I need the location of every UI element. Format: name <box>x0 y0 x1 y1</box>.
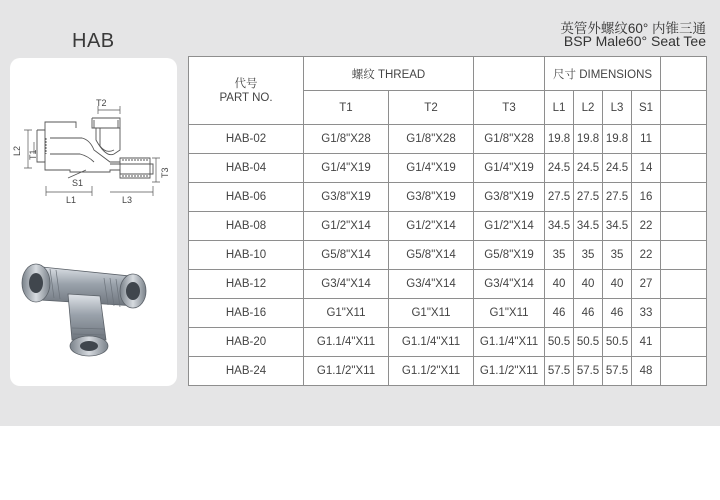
cell-t2: G3/8"X19 <box>389 183 474 212</box>
cell-t1: G5/8"X14 <box>304 241 389 270</box>
cell-t1: G1/8"X28 <box>304 125 389 154</box>
dim-label-s1: S1 <box>72 178 84 188</box>
cell-l3: 50.5 <box>603 328 632 357</box>
cell-l2: 46 <box>574 299 603 328</box>
cell-l1: 50.5 <box>545 328 574 357</box>
table-row <box>189 154 707 183</box>
cell-t1: G1/4"X19 <box>304 154 389 183</box>
col-header-blank <box>661 91 707 125</box>
cell-t1: G1"X11 <box>304 299 389 328</box>
cell-t3: G1.1/2"X11 <box>474 357 545 386</box>
col-header-t1: T1 <box>304 91 389 125</box>
cell-t3: G5/8"X19 <box>474 241 545 270</box>
cell-s1: 27 <box>632 270 661 299</box>
col-header-l3: L3 <box>603 91 632 125</box>
cell-blank <box>661 357 707 386</box>
cell-t3: G1/4"X19 <box>474 154 545 183</box>
cell-l1: 24.5 <box>545 154 574 183</box>
cell-l3: 19.8 <box>603 125 632 154</box>
technical-drawing <box>10 58 177 230</box>
cell-part: HAB-12 <box>189 270 304 299</box>
cell-t2: G1/8"X28 <box>389 125 474 154</box>
cell-blank <box>661 241 707 270</box>
col-header-s1: S1 <box>632 91 661 125</box>
dim-label-t2: T2 <box>96 98 107 108</box>
cell-l2: 27.5 <box>574 183 603 212</box>
cell-t1: G1.1/2"X11 <box>304 357 389 386</box>
cell-l1: 27.5 <box>545 183 574 212</box>
col-header-l2: L2 <box>574 91 603 125</box>
cell-blank <box>661 154 707 183</box>
cell-t1: G3/8"X19 <box>304 183 389 212</box>
table-row <box>189 212 707 241</box>
cell-part: HAB-24 <box>189 357 304 386</box>
cell-l1: 35 <box>545 241 574 270</box>
table-row <box>189 299 707 328</box>
table-body <box>189 125 707 386</box>
table-row <box>189 357 707 386</box>
cell-t3: G3/4"X14 <box>474 270 545 299</box>
cell-blank <box>661 328 707 357</box>
dimensions-header: 尺寸 DIMENSIONS <box>545 57 661 91</box>
cell-t3: G1"X11 <box>474 299 545 328</box>
thread-header: 螺纹 THREAD <box>304 57 474 91</box>
dim-label-t3: T3 <box>160 167 170 178</box>
part-no-header <box>189 57 304 125</box>
cell-l2: 50.5 <box>574 328 603 357</box>
cell-t3: G1/2"X14 <box>474 212 545 241</box>
product-image-card <box>10 58 177 386</box>
cell-s1: 22 <box>632 241 661 270</box>
cell-l3: 40 <box>603 270 632 299</box>
table-row <box>189 270 707 299</box>
part-no-header-cn: 代号 <box>234 77 258 90</box>
product-code: HAB <box>72 30 115 52</box>
cell-s1: 41 <box>632 328 661 357</box>
cell-t2: G1"X11 <box>389 299 474 328</box>
cell-part: HAB-04 <box>189 154 304 183</box>
cell-s1: 11 <box>632 125 661 154</box>
table-row <box>189 125 707 154</box>
cell-t3: G1.1/4"X11 <box>474 328 545 357</box>
cell-s1: 14 <box>632 154 661 183</box>
cell-l3: 24.5 <box>603 154 632 183</box>
cell-l3: 57.5 <box>603 357 632 386</box>
cell-s1: 22 <box>632 212 661 241</box>
dim-label-l1: L1 <box>66 195 77 205</box>
cell-part: HAB-20 <box>189 328 304 357</box>
cell-part: HAB-08 <box>189 212 304 241</box>
dim-label-l3: L3 <box>122 195 133 205</box>
cell-part: HAB-16 <box>189 299 304 328</box>
cell-t2: G5/8"X14 <box>389 241 474 270</box>
cell-t1: G1.1/4"X11 <box>304 328 389 357</box>
cell-t3: G1/8"X28 <box>474 125 545 154</box>
col-header-l1: L1 <box>545 91 574 125</box>
table-row <box>189 183 707 212</box>
thread-header-spacer <box>474 57 545 91</box>
cell-part: HAB-02 <box>189 125 304 154</box>
cell-blank <box>661 125 707 154</box>
cell-blank <box>661 270 707 299</box>
cell-part: HAB-06 <box>189 183 304 212</box>
title-english: BSP Male60° Seat Tee <box>563 33 706 49</box>
cell-l1: 34.5 <box>545 212 574 241</box>
cell-l1: 57.5 <box>545 357 574 386</box>
dim-label-l2: L2 <box>12 145 22 156</box>
table-row <box>189 328 707 357</box>
cell-s1: 33 <box>632 299 661 328</box>
cell-l3: 46 <box>603 299 632 328</box>
cell-l1: 40 <box>545 270 574 299</box>
title-chinese: 英管外螺纹60° 内锥三通 <box>560 21 706 36</box>
cell-l2: 57.5 <box>574 357 603 386</box>
col-header-t3: T3 <box>474 91 545 125</box>
dimensions-header-spacer <box>661 57 707 91</box>
col-header-t2: T2 <box>389 91 474 125</box>
cell-l2: 24.5 <box>574 154 603 183</box>
cell-part: HAB-10 <box>189 241 304 270</box>
cell-t2: G1/4"X19 <box>389 154 474 183</box>
cell-t2: G1/2"X14 <box>389 212 474 241</box>
cell-l2: 19.8 <box>574 125 603 154</box>
cell-blank <box>661 183 707 212</box>
cell-s1: 48 <box>632 357 661 386</box>
cell-t2: G1.1/4"X11 <box>389 328 474 357</box>
cell-t1: G3/4"X14 <box>304 270 389 299</box>
dimensions-table <box>188 56 707 386</box>
cell-t3: G3/8"X19 <box>474 183 545 212</box>
cell-l1: 19.8 <box>545 125 574 154</box>
cell-l3: 35 <box>603 241 632 270</box>
cell-t2: G3/4"X14 <box>389 270 474 299</box>
fitting-photo <box>10 236 177 386</box>
part-no-header-en: PART NO. <box>219 91 273 104</box>
cell-l3: 34.5 <box>603 212 632 241</box>
cell-l2: 34.5 <box>574 212 603 241</box>
cell-blank <box>661 212 707 241</box>
cell-l3: 27.5 <box>603 183 632 212</box>
cell-l2: 40 <box>574 270 603 299</box>
cell-l2: 35 <box>574 241 603 270</box>
cell-blank <box>661 299 707 328</box>
cell-t2: G1.1/2"X11 <box>389 357 474 386</box>
cell-t1: G1/2"X14 <box>304 212 389 241</box>
dim-label-t1: T1 <box>28 149 38 160</box>
table-row <box>189 241 707 270</box>
cell-l1: 46 <box>545 299 574 328</box>
cell-s1: 16 <box>632 183 661 212</box>
